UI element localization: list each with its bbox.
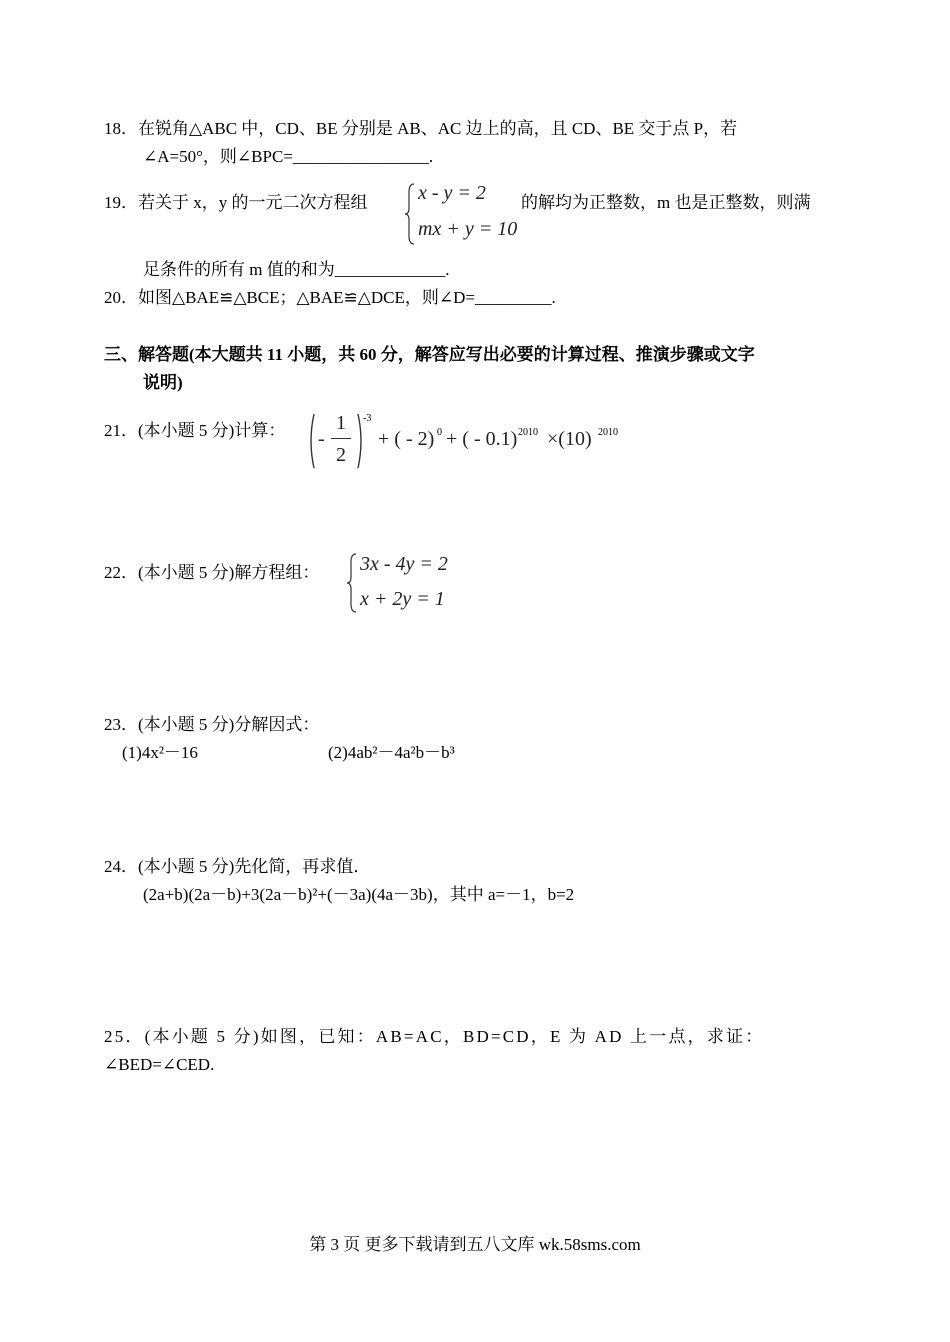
q23-part2: (2)4ab²－4a²b－b³	[328, 743, 455, 762]
q19-prefix: 19．若关于 x，y 的一元二次方程组	[104, 193, 368, 212]
q21-term2: + ( - 2)	[378, 428, 435, 450]
q18-line2: ∠A=50°，则∠BPC=________________.	[143, 147, 434, 166]
q20-text: 20．如图△BAE≌△BCE；△BAE≌△DCE，则∠D=_________.	[104, 288, 556, 307]
q21-num: 1	[336, 412, 346, 434]
section3-line1: 三、解答题(本大题共 11 小题，共 60 分，解答应写出必要的计算过程、推演步骤或文字	[104, 345, 755, 364]
q21-den: 2	[336, 444, 346, 466]
q22-prefix: 22．(本小题 5 分)解方程组：	[104, 563, 320, 582]
q19-eq1: x - y = 2	[418, 182, 486, 204]
q19-line2: 足条件的所有 m 值的和为_____________.	[143, 260, 450, 279]
q25-line2: ∠BED=∠CED.	[104, 1055, 215, 1074]
q22-eq2: x + 2y = 1	[360, 588, 445, 610]
q19-suffix: 的解均为正整数，m 也是正整数，则满	[521, 193, 811, 212]
q21-fraction-bar	[331, 438, 351, 439]
page-footer: 第 3 页 更多下载请到五八文库 wk.58sms.com	[309, 1235, 641, 1254]
q21-term4: ×(10)	[547, 428, 592, 450]
q21-left-paren	[306, 412, 316, 470]
q22-brace	[346, 552, 358, 614]
q21-exp3: 2010	[518, 427, 538, 438]
q21-term3: + ( - 0.1)	[446, 428, 518, 450]
q18-line1: 18．在锐角△ABC 中，CD、BE 分别是 AB、AC 边上的高，且 CD、BE 交于点 P，若	[104, 119, 738, 138]
q21-neg: -	[318, 428, 325, 450]
q19-eq2: mx + y = 10	[418, 218, 518, 240]
q21-exp1: -3	[363, 413, 372, 424]
q24-expr: (2a+b)(2a－b)+3(2a－b)²+(－3a)(4a－3b)，其中 a=－1，b=2	[143, 885, 575, 904]
q23-prefix: 23．(本小题 5 分)分解因式：	[104, 715, 320, 734]
q21-exp2: 0	[437, 427, 442, 438]
q21-exp4: 2010	[598, 427, 618, 438]
q22-eq1: 3x - 4y = 2	[360, 553, 448, 575]
q23-part1: (1)4x²－16	[122, 743, 198, 762]
section3-line2: 说明)	[143, 373, 183, 392]
q25-line1: 25．(本小题 5 分)如图，已知：AB=AC，BD=CD，E 为 AD 上一点，求证：	[104, 1027, 765, 1046]
q24-prefix: 24．(本小题 5 分)先化简，再求值．	[104, 857, 371, 876]
q21-prefix: 21．(本小题 5 分)计算：	[104, 421, 286, 440]
q19-brace	[404, 182, 416, 246]
